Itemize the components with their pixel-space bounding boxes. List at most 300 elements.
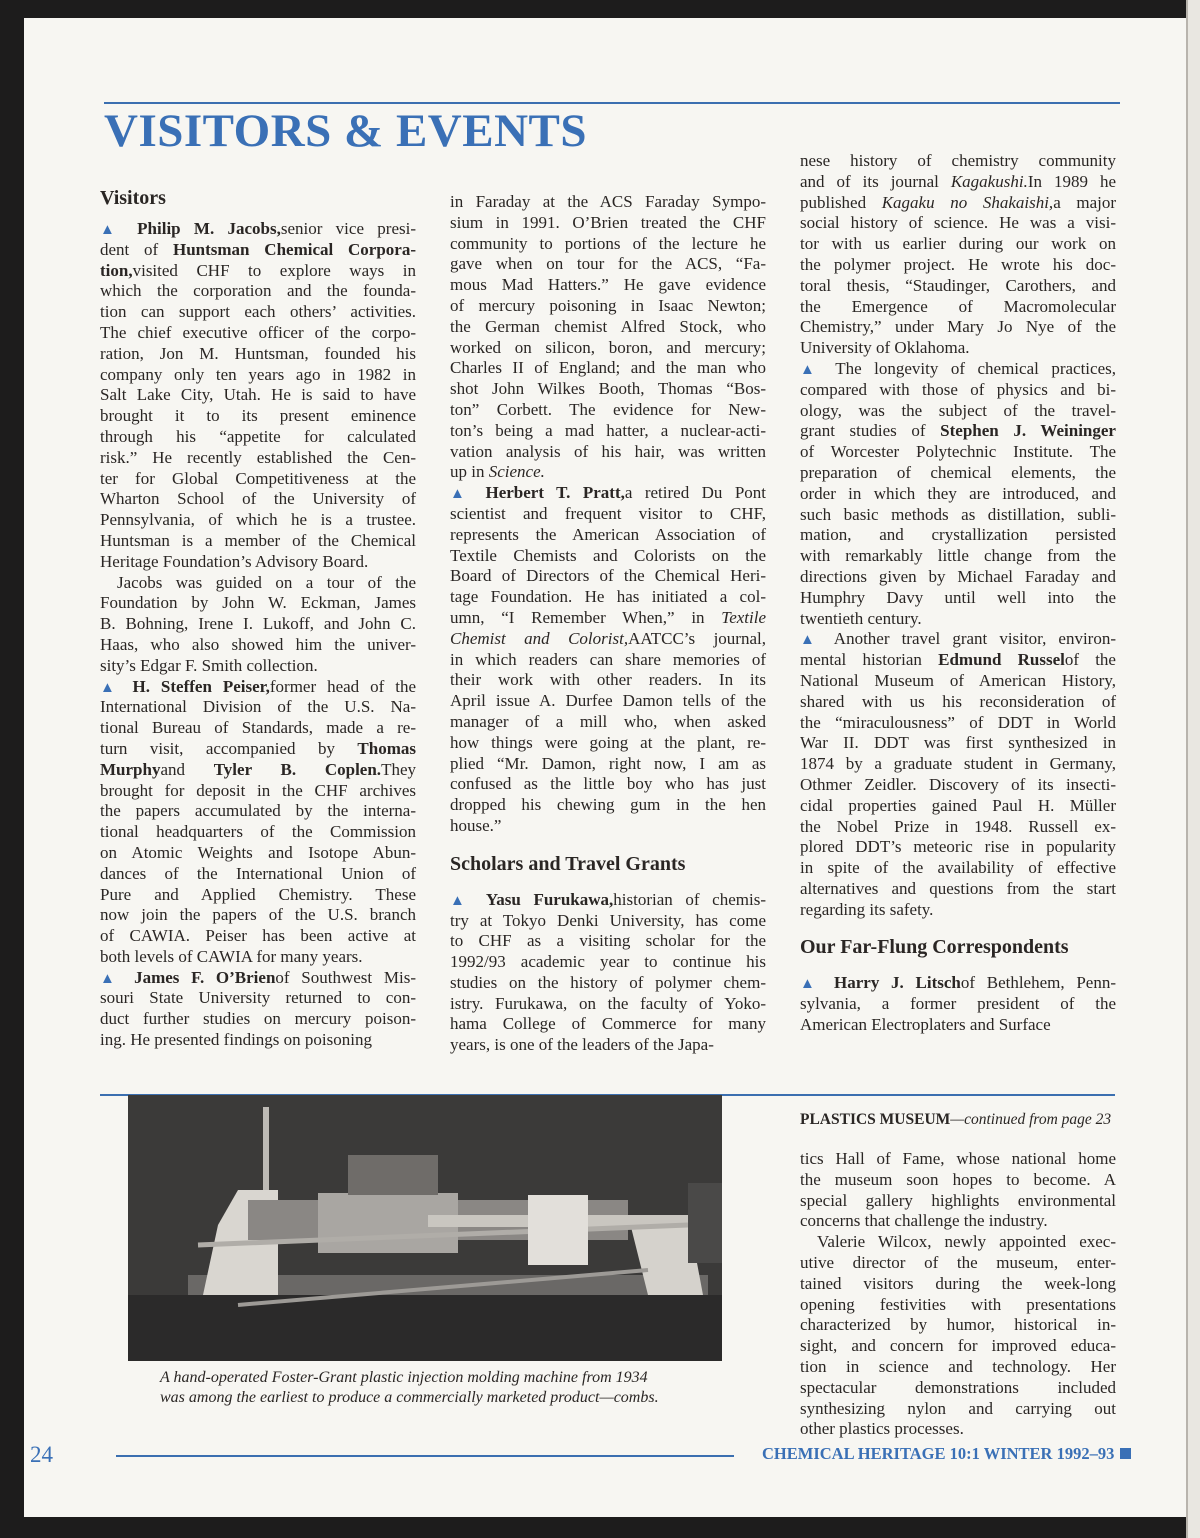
text-segment: tion in science and technology. Her [800,1356,1116,1376]
text-line [450,254,766,275]
text-segment: utive director of the museum, enter- [800,1252,1116,1272]
text-line [450,587,766,608]
text-segment: tional headquarters of the Commission [100,822,416,842]
text-line [800,1211,1116,1232]
triangle-bullet-icon: ▲ [800,632,823,649]
text-line [450,670,766,691]
bold-name: Herbert T. Pratt, [485,483,625,503]
text-line [450,192,766,213]
bold-name: tion, [100,260,133,280]
text-line [100,760,416,781]
text-line [800,1149,1116,1170]
text-segment: compared with those of physics and bi- [800,379,1116,399]
text-line [800,588,1116,609]
text-segment: try at Tokyo Denki University, has come [450,910,766,930]
text-line [450,566,766,587]
text-segment: ton” Corbett. The evidence for New- [450,399,766,419]
text-segment: The longevity of chemical practices, [823,358,1116,378]
text-line [800,234,1116,255]
text-line [100,968,416,989]
bold-name: Philip M. Jacobs, [137,219,281,238]
triangle-bullet-icon: ▲ [100,970,123,987]
text-line [100,1009,416,1030]
text-segment: the museum soon hopes to become. A [800,1169,1116,1189]
text-segment: tor with us earlier during our work on [800,234,1116,254]
text-line [100,926,416,947]
text-segment: Valerie Wilcox, newly appointed exec- [817,1232,1116,1252]
text-segment: Heritage Foundation’s Advisory Board. [100,551,369,571]
text-line [100,240,416,261]
text-line [100,947,416,968]
text-segment: turn visit, accompanied by [100,738,358,758]
text-segment: plored DDT’s meteoric rise in popularity [800,837,1116,857]
text-line [100,323,416,344]
text-segment [122,677,133,696]
text-line [450,234,766,255]
text-segment: hama College of Commerce for many [450,1014,766,1034]
continued-column [800,1149,1116,1440]
text-line [100,427,416,448]
text-line [450,774,766,795]
text-segment: mental historian [800,650,939,670]
text-line [450,733,766,754]
text-segment: in spite of the availability of effective [800,858,1116,878]
text-segment: synthesizing nylon and carrying out [800,1398,1116,1418]
text-segment: senior vice presi- [280,219,416,238]
text-line [100,489,416,510]
magazine-page [24,18,1186,1517]
text-line [800,1336,1116,1357]
text-segment: manager of a mill who, when asked [450,711,766,731]
text-line [100,739,416,760]
text-segment: Another travel grant visitor, environ- [822,629,1116,649]
section-heading: Our Far-Flung Correspondents [800,936,1069,959]
text-segment: Charles II of England; and the man who [450,358,766,378]
text-line [800,1015,1116,1036]
text-line [450,911,766,932]
text-segment: 1992/93 academic year to continue his [450,952,766,972]
text-line [100,385,416,406]
text-segment: Jacobs was guided on a tour of the [117,572,416,592]
text-segment: vation analysis of his hair, was written [450,441,766,461]
text-line [800,463,1116,484]
text-line [800,879,1116,900]
text-line [450,504,766,525]
text-segment: cidal properties gained Paul H. Müller [800,795,1116,815]
text-line [100,365,416,386]
text-line [800,1191,1116,1212]
triangle-bullet-icon: ▲ [800,361,824,378]
italic-title: Textile [721,607,766,627]
bold-name: Harry J. Litsch [834,973,961,993]
text-segment: dropped his chewing gum in the hen [450,795,766,815]
text-segment: and [160,759,214,779]
text-line [800,1232,1116,1253]
page-spine [1186,0,1200,1538]
text-segment: visited CHF to explore ways in [132,260,416,280]
text-line [450,213,766,234]
text-line [450,421,766,442]
text-segment: their work with other readers. In its [450,670,766,690]
text-segment: directions given by Michael Faraday and [800,566,1116,586]
text-line [800,1419,1116,1440]
text-segment: Textile Chemists and Colorists on the [450,545,766,565]
text-line [450,712,766,733]
text-segment: worked on silicon, boron, and mercury; [450,337,766,357]
text-line [800,213,1116,234]
text-line [100,843,416,864]
text-segment: scientist and frequent visitor to CHF, [450,503,766,523]
section-heading: Visitors [100,187,166,209]
text-line [800,484,1116,505]
text-segment: years, is one of the leaders of the Japa- [450,1035,714,1055]
square-bullet-icon [1120,1448,1131,1459]
column-3 [800,151,1116,1036]
text-line [100,261,416,282]
text-segment: of Southwest Mis- [275,967,416,987]
text-line [100,448,416,469]
text-line [450,994,766,1015]
page-title: VISITORS & EVENTS [104,105,588,157]
text-segment: house.” [450,815,502,835]
text-segment: tained visitors during the week-long [800,1273,1116,1293]
text-segment: of CAWIA. Peiser has been active at [100,926,416,946]
text-line [100,677,416,698]
text-segment: former head of the [269,676,416,696]
continued-note: —continued from page 23 [950,1111,1112,1128]
text-line [800,1253,1116,1274]
text-line [100,718,416,739]
caption-line: was among the earliest to produce a commercially marketed product—combs. [160,1389,659,1406]
text-segment: special gallery highlights environmental [800,1190,1116,1210]
text-line [800,525,1116,546]
text-segment: shared with us his reconsideration of [800,691,1116,711]
text-segment: regarding its safety. [800,899,934,919]
text-line [800,546,1116,567]
text-segment: istry. Furukawa, on the faculty of Yoko- [450,993,766,1013]
text-line [450,650,766,671]
text-segment: published [800,192,882,212]
text-segment: ter for Global Competitiveness at the [100,468,416,488]
text-segment: Pennsylvania, of which he is a trustee. [100,510,416,530]
triangle-bullet-icon: ▲ [100,679,122,696]
text-segment: and of its journal [800,171,951,191]
text-segment: tage Foundation. He has initiated a col- [450,587,766,607]
text-segment: Huntsman is a member of the Chemical [100,530,416,550]
text-line [100,822,416,843]
text-segment [473,890,486,909]
text-line [450,358,766,379]
text-segment: such basic methods as distillation, subli- [800,504,1116,524]
text-segment: the polymer project. He wrote his doc- [800,254,1116,274]
text-segment: the Nobel Prize in 1948. Russell ex- [800,816,1116,836]
text-line [450,608,766,629]
text-segment: ing. He presented findings on poisoning [100,1030,372,1050]
text-segment: April issue A. Durfee Damon tells of the [450,691,766,711]
text-segment: of Bethlehem, Penn- [960,973,1116,993]
text-line [450,629,766,650]
text-segment: University of Oklahoma. [800,338,970,358]
text-line [800,994,1116,1015]
text-line [800,973,1116,994]
text-line [100,801,416,822]
text-segment: Chemistry,” under Mary Jo Nye of the [800,317,1116,337]
text-segment: the “miraculousness” of DDT in World [800,712,1116,732]
text-line [450,1035,766,1056]
text-line [800,401,1116,422]
text-segment: brought for deposit in the CHF archives [100,780,416,800]
text-line [800,317,1116,338]
text-segment: American Electroplaters and Surface [800,1015,1051,1035]
text-segment: tion can support each others’ activities. [100,302,416,322]
text-segment: sight, and concern for improved educa- [800,1336,1116,1356]
text-segment: studies on the history of polymer chem- [450,972,766,992]
text-line [800,505,1116,526]
text-segment: Othmer Zeidler. Discovery of its insecti- [800,774,1116,794]
text-segment: National Museum of American History, [800,670,1116,690]
text-segment: to CHF as a visiting scholar for the [450,931,766,951]
text-segment: on Atomic Weights and Isotope Abun- [100,842,416,862]
text-segment: AATCC’s journal, [628,628,766,648]
text-line [800,276,1116,297]
triangle-bullet-icon: ▲ [450,486,474,503]
text-line [100,593,416,614]
text-line [100,302,416,323]
text-segment: sium in 1991. O’Brien treated the CHF [450,212,766,232]
text-segment: the papers accumulated by the interna- [100,801,416,821]
text-segment: Haas, who also showed him the univer- [100,634,416,654]
text-segment: Foundation by John W. Eckman, James [100,593,416,613]
text-segment: concerns that challenge the industry. [800,1211,1048,1231]
text-segment: tional Bureau of Standards, made a re- [100,718,416,738]
text-line [100,406,416,427]
italic-title: Science. [488,462,545,482]
text-line [100,219,416,240]
text-line [800,837,1116,858]
text-line [800,796,1116,817]
text-line [800,172,1116,193]
text-segment: spectacular demonstrations included [800,1377,1116,1397]
text-segment: the German chemist Alfred Stock, who [450,316,766,336]
text-segment: dent of [100,239,173,259]
section-heading: Scholars and Travel Grants [450,852,686,875]
text-segment: a retired Du Pont [624,483,767,503]
text-segment: sity’s Edgar F. Smith collection. [100,655,318,675]
text-line [800,255,1116,276]
text-segment: Pure and Applied Chemistry. These [100,884,416,904]
text-segment: of Worcester Polytechnic Institute. The [800,442,1116,462]
text-line [800,1315,1116,1336]
text-line [100,864,416,885]
text-segment [124,219,137,238]
text-segment: Board of Directors of the Chemical Heri- [450,566,766,586]
bold-name: Stephen J. Weininger [940,421,1116,441]
text-segment: which the corporation and the founda- [100,281,416,301]
text-segment: mous Mad Hatters.” He gave evidence [450,275,766,295]
text-segment: through his “appetite for calculated [100,426,416,446]
text-line [100,656,416,677]
italic-title: Chemist and Colorist, [450,628,629,648]
text-line [450,691,766,712]
injection-molding-machine-photo [128,1095,722,1361]
text-segment: The chief executive officer of the corpo- [100,322,416,342]
text-line [100,614,416,635]
column-1 [100,186,416,1051]
text-line [450,483,766,504]
text-line [100,281,416,302]
text-line [100,469,416,490]
text-segment: souri State University returned to con- [100,988,416,1008]
continued-label: PLASTICS MUSEUM [800,1111,951,1128]
text-line [800,1274,1116,1295]
text-line [100,635,416,656]
text-line [450,317,766,338]
text-line [800,692,1116,713]
text-line [800,775,1116,796]
text-segment [122,968,134,987]
text-segment: in Faraday at the ACS Faraday Sympo- [450,192,766,211]
triangle-bullet-icon: ▲ [450,892,474,909]
text-segment [473,483,485,502]
text-line [800,193,1116,214]
text-segment: in which readers can share memories of [450,649,766,669]
text-line [800,338,1116,359]
text-line [100,905,416,926]
text-line [100,510,416,531]
text-segment: of mercury poisoning in Isaac Newton; [450,295,766,315]
text-segment: Salt Lake City, Utah. He is said to have [100,385,416,405]
text-line [450,890,766,911]
text-segment: grant studies of [800,421,941,441]
text-segment: preparation of chemical elements, the [800,462,1116,482]
publication-name: CHEMICAL HERITAGE 10:1 WINTER 1992–93 [762,1444,1115,1463]
text-line [100,531,416,552]
text-line [100,344,416,365]
text-segment: other plastics processes. [800,1419,964,1439]
text-segment: a major [1053,192,1116,212]
text-line [800,1399,1116,1420]
text-line [800,713,1116,734]
photo-caption [160,1368,659,1408]
text-segment: represents the American Association of [450,524,766,544]
bold-name: Murphy [100,759,161,779]
text-line [450,442,766,463]
text-line [800,1378,1116,1399]
text-segment: duct further studies on mercury poison- [100,1009,416,1029]
text-segment: In 1989 he [1027,171,1116,191]
text-line [450,546,766,567]
text-line [800,733,1116,754]
text-line [450,816,766,837]
text-segment: mation, and crystallization persisted [800,525,1116,545]
text-line [100,988,416,1009]
column-2 [450,192,766,1056]
text-line [800,1357,1116,1378]
continued-header [800,1111,1111,1129]
bold-name: Yasu Furukawa, [485,889,614,909]
text-segment: historian of chemis- [613,889,766,909]
text-line [800,567,1116,588]
text-line [800,817,1116,838]
text-segment: with remarkably little change from the [800,546,1116,566]
text-line [100,885,416,906]
text-line [800,1295,1116,1316]
text-line [450,275,766,296]
text-line [800,629,1116,650]
triangle-bullet-icon: ▲ [800,976,823,993]
text-segment: They [381,759,416,779]
text-segment: opening festivities with presentations [800,1294,1116,1314]
bold-name: Huntsman Chemical Corpora- [172,239,416,259]
text-segment: plied “Mr. Damon, right now, I am as [450,753,766,773]
text-line [450,795,766,816]
text-line [100,1030,416,1051]
text-line [100,552,416,573]
text-line [450,462,766,483]
bold-name: Thomas [357,738,416,758]
text-line [450,338,766,359]
text-segment: the Emergence of Macromolecular [800,296,1116,316]
text-segment: shot John Wilkes Booth, Thomas “Bos- [450,379,766,399]
text-line [800,858,1116,879]
text-line [450,1014,766,1035]
publication-footer [762,1444,1131,1464]
text-segment: order in which they are introduced, and [800,483,1116,503]
text-segment: ology, was the subject of the travel- [800,400,1116,420]
text-line [450,296,766,317]
text-line [450,400,766,421]
text-line [800,1170,1116,1191]
text-line [800,609,1116,630]
text-segment: ration, Jon M. Huntsman, founded his [100,343,416,363]
text-segment: Wharton School of the University of [100,489,416,509]
text-segment: gave when on tour for the ACS, “Fa- [450,254,766,274]
bold-name: H. Steffen Peiser, [132,676,270,696]
text-segment: brought it to its present eminence [100,406,416,426]
text-segment: of the [1064,650,1116,670]
text-segment: characterized by humor, historical in- [800,1315,1116,1335]
text-segment: tics Hall of Fame, whose national home [800,1149,1116,1168]
text-segment: community to portions of the lecture he [450,233,766,253]
text-segment: up in [450,462,489,482]
text-segment: both levels of CAWIA for many years. [100,946,363,966]
text-segment: dances of the International Union of [100,863,416,883]
text-line [100,781,416,802]
text-segment: confused as the little boy who has just [450,774,766,794]
text-line [800,900,1116,921]
footer-rule [116,1455,734,1457]
text-line [800,380,1116,401]
text-line [100,573,416,594]
text-segment: Humphry Davy until well into the [800,587,1116,607]
caption-line: A hand-operated Foster-Grant plastic injection molding machine from 1934 [160,1369,648,1386]
text-segment: ton’s being a mad hatter, a nuclear-acti- [450,420,766,440]
text-line [800,442,1116,463]
text-line [800,359,1116,380]
bold-name: James F. O’Brien [134,967,276,987]
text-line [450,931,766,952]
page-number: 24 [30,1442,53,1467]
text-line [100,697,416,718]
text-segment: alternatives and questions from the start [800,878,1116,898]
text-line [800,671,1116,692]
bold-name: Tyler B. Coplen. [213,759,382,779]
text-segment: how things were going at the plant, re- [450,732,766,752]
text-segment: 1874 by a graduate student in Germany, [800,754,1116,774]
text-line [450,973,766,994]
text-segment [822,973,834,992]
text-line [450,379,766,400]
